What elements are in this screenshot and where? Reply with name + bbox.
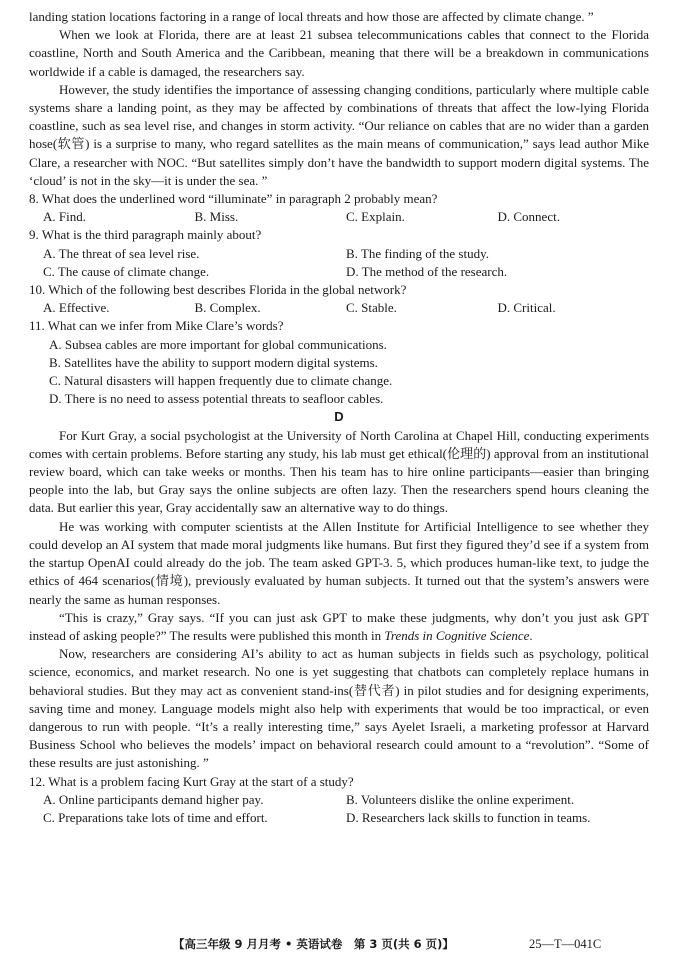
option-c: C. The cause of climate change. [43, 263, 210, 279]
exam-page [29, 8, 649, 827]
passage-d-paragraph-3 [29, 609, 649, 645]
option-a: A. The threat of sea level rise. [43, 245, 200, 261]
option-b: B. Satellites have the ability to support modern digital systems. [49, 354, 378, 370]
option-b: B. The finding of the study. [346, 245, 489, 261]
option-c: C. Explain. [346, 209, 405, 225]
footer-paper-code: 25—T—041C [529, 937, 602, 951]
passage-d-paragraph-4: Now, researchers are considering AI’s ability to act as human subjects in fields such as psychology, political science, economics, and market research. No one is yet suggesting that chatbots can completely replace humans in behavioral studies. But they may act as convenient stand-ins(替代者) in pilot studies and for designing experiments, saving time and money. Language models might also help with experiments that would be too impractical, or even dangerous to run with people. “It’s a really interesting time,” says Ayelet Israeli, a marketing professor at Harvard Business School who believes the models’ impact on behavioral research could amount to a “revolution”. “Some of these results are just astonishing. ” [29, 646, 649, 771]
section-heading-d: D [334, 409, 344, 425]
passage-d-paragraph-1: For Kurt Gray, a social psychologist at the University of North Carolina at Chapel Hill, conducting experiments comes with certain problems. Before starting any study, his lab must get ethical(伦理的) approval from an institutional review board, which can take weeks or months. Then his team has to hire online participants—easier than bringing people into the lab, but Gray says the online subjects are often lazy. Then the researchers spend hours cleaning the data. But earlier this year, Gray accidentally saw an alternative way to do things. [29, 427, 649, 516]
option-c: C. Preparations take lots of time and effort. [43, 809, 268, 825]
journal-title: Trends in Cognitive Science [384, 627, 530, 643]
option-b: B. Complex. [194, 300, 261, 316]
option-a: A. Online participants demand higher pay. [43, 791, 264, 807]
question-stem: 12. What is a problem facing Kurt Gray at the start of a study? [29, 773, 354, 789]
footer-exam-info: 【高三年级 9 月月考 • 英语试卷 第 3 页(共 6 页)】 [173, 937, 454, 951]
option-c: C. Natural disasters will happen frequently due to climate change. [49, 373, 393, 389]
question-stem: 10. Which of the following best describes Florida in the global network? [29, 282, 407, 298]
option-a: A. Subsea cables are more important for global communications. [49, 336, 387, 352]
passage-c-paragraph-3: However, the study identifies the importance of assessing changing conditions, particularly where multiple cable systems share a landing point, as they may be affected by combinations of threats that affect the low-lying Florida coastline, such as sea level rise, and changes in storm activity. “Our reliance on cables that are no wider than a garden hose(软管) is a surprise to many, who regard satellites as the main means of communication,” says lead author Mike Clare, a researcher with NOC. “But satellites simply don’t have the bandwidth to support modern digital systems. The ‘cloud’ is not in the sky—it is under the sea. ” [29, 81, 649, 188]
option-a: A. Find. [43, 209, 86, 225]
paragraph-end: . [529, 627, 533, 643]
question-12 [29, 773, 649, 828]
question-8 [29, 190, 649, 226]
option-b: B. Volunteers dislike the online experiment. [346, 791, 575, 807]
question-stem: 8. What does the underlined word “illuminate” in paragraph 2 probably mean? [29, 191, 438, 207]
option-d: D. Critical. [497, 300, 556, 316]
option-d: D. There is no need to assess potential threats to seafloor cables. [49, 391, 384, 407]
page-footer [0, 935, 677, 953]
option-d: D. The method of the research. [346, 263, 508, 279]
question-9 [29, 226, 649, 281]
option-d: D. Researchers lack skills to function in teams. [346, 809, 591, 825]
paragraph-text: “This is crazy,” Gray says. “If you can just ask GPT to make these judgments, why don’t you just ask GPT instead of asking people?” The results were published this month in [29, 609, 649, 643]
passage-d-paragraph-2: He was working with computer scientists at the Allen Institute for Artificial Intelligence to see whether they could develop an AI system that made moral judgments like humans. But first they figured they’d see if a system from the startup OpenAI could already do the job. The team asked GPT-3. 5, which produces human-like text, to judge the ethics of 464 scenarios(情境), previously evaluated by human subjects. It turned out that the system’s answers were nearly the same as human responses. [29, 518, 649, 607]
passage-c-paragraph-1-end: landing station locations factoring in a range of local threats and how those are affected by climate change. ” [29, 9, 594, 24]
question-11 [29, 317, 649, 408]
passage-c-paragraph-2: When we look at Florida, there are at least 21 subsea telecommunications cables that connect to the Florida coastline, North and South America and the Caribbean, meaning that there will be a breakdown in communications worldwide if a cable is damaged, the researchers say. [29, 27, 649, 79]
option-a: A. Effective. [43, 300, 110, 316]
question-10 [29, 281, 649, 317]
option-d: D. Connect. [497, 209, 560, 225]
question-stem: 9. What is the third paragraph mainly about? [29, 227, 262, 243]
option-b: B. Miss. [194, 209, 239, 225]
option-c: C. Stable. [346, 300, 397, 316]
question-stem: 11. What can we infer from Mike Clare’s words? [29, 318, 284, 334]
